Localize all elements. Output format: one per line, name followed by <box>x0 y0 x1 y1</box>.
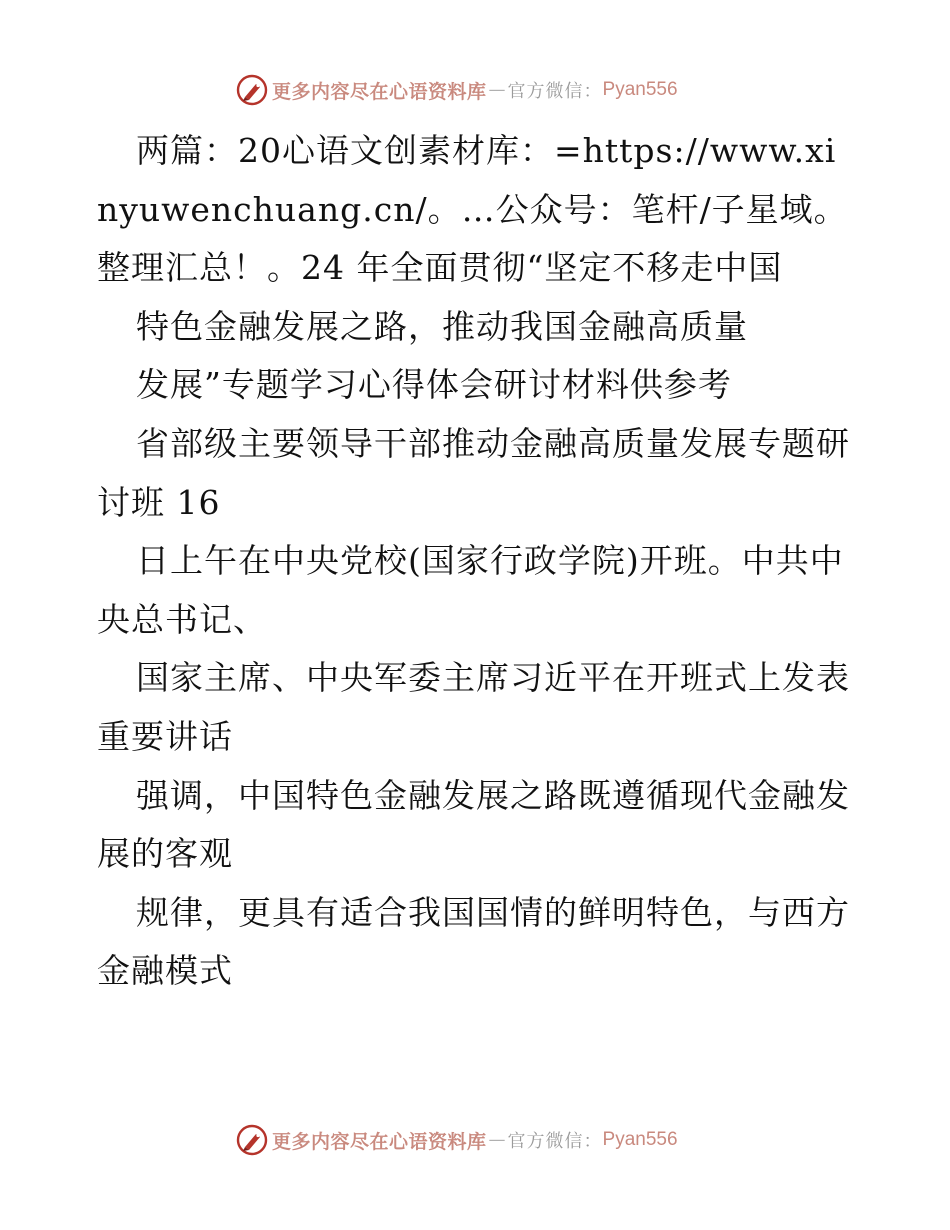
paragraph: 两篇：20心语文创素材库：=https://www.xinyuwenchuang.cn/。…公众号：笔杆/子星域。整理汇总！。24 年全面贯彻“坚定不移走中国 <box>97 131 848 288</box>
paragraph: 强调，中国特色金融发展之路既遵循现代金融发展的客观 <box>97 775 850 874</box>
header-banner-text: 更多内容尽在心语资料库 <box>272 80 487 103</box>
header-separator: — <box>488 80 506 100</box>
footer-separator: — <box>488 1130 506 1150</box>
paragraph: 发展”专题学习心得体会研讨材料供参考 <box>136 365 732 405</box>
paragraph: 规律，更具有适合我国国情的鲜明特色，与西方金融模式 <box>97 892 850 991</box>
paragraph: 日上午在中央党校(国家行政学院)开班。中共中央总书记、 <box>97 541 844 639</box>
paragraph: 国家主席、中央军委主席习近平在开班式上发表重要讲话 <box>97 658 850 756</box>
pen-logo-icon <box>236 74 268 106</box>
footer-wechat-id: Pyan556 <box>602 1129 678 1150</box>
footer-banner-text: 更多内容尽在心语资料库 <box>272 1130 487 1153</box>
paragraph: 省部级主要领导干部推动金融高质量发展专题研讨班 16 <box>97 423 850 522</box>
pen-logo-icon <box>236 1124 268 1156</box>
header-banner <box>236 72 678 108</box>
footer-official-label: 官方微信： <box>507 1131 603 1152</box>
document-body <box>97 122 857 1001</box>
paragraph: 特色金融发展之路，推动我国金融高质量 <box>136 306 748 346</box>
header-wechat-id: Pyan556 <box>602 79 678 100</box>
header-official-label: 官方微信： <box>507 81 603 102</box>
footer-banner <box>236 1122 678 1158</box>
